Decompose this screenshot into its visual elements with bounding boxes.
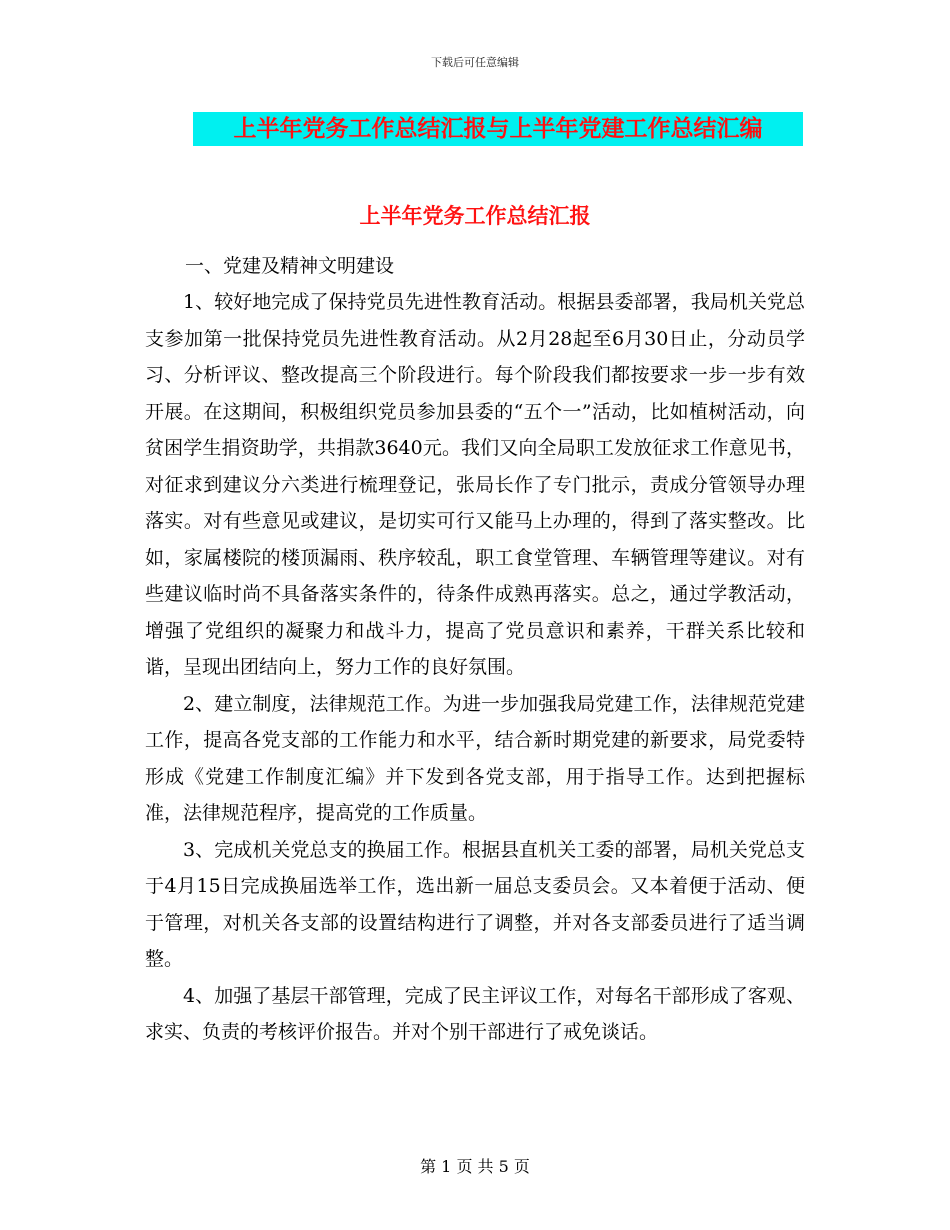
section-heading: 一、党建及精神文明建设 (185, 255, 395, 277)
page-footer: 第 1 页 共 5 页 (420, 1157, 530, 1176)
paragraph-4: 4、加强了基层干部管理，完成了民主评议工作，对每名干部形成了客观、求实、负责的考核评价报告。并对个别干部进行了戒免谈话。 (145, 984, 805, 1043)
document-body (145, 248, 805, 1051)
document-title: 上半年党务工作总结汇报与上半年党建工作总结汇编 (233, 116, 763, 142)
paragraph-2: 2、建立制度，法律规范工作。为进一步加强我局党建工作，法律规范党建工作，提高各党支部的工作能力和水平，结合新时期党建的新要求，局党委特形成《党建工作制度汇编》并下发到各党支部，用于指导工作。达到把握标准，法律规范程序，提高党的工作质量。 (145, 692, 805, 824)
paragraph-1: 1、较好地完成了保持党员先进性教育活动。根据县委部署，我局机关党总支参加第一批保持党员先进性教育活动。从2月28起至6月30日止，分动员学习、分析评议、整改提高三个阶段进行。每个阶段我们都按要求一步一步有效开展。在这期间，积极组织党员参加县委的“五个一”活动，比如植树活动，向贫困学生捐资助学，共捐款3640元。我们又向全局职工发放征求工作意见书，对征求到建议分六类进行梳理登记，张局长作了专门批示，责成分管领导办理落实。对有些意见或建议，是切实可行又能马上办理的，得到了落实整改。比如，家属楼院的楼顶漏雨、秩序较乱，职工食堂管理、车辆管理等建议。对有些建议临时尚不具备落实条件的，待条件成熟再落实。总之，通过学教活动，增强了党组织的凝聚力和战斗力，提高了党员意识和素养，干群关系比较和谐，呈现出团结向上，努力工作的良好氛围。 (145, 291, 805, 678)
paragraph-3: 3、完成机关党总支的换届工作。根据县直机关工委的部署，局机关党总支于4月15日完成换届选举工作，选出新一届总支委员会。又本着便于活动、便于管理，对机关各支部的设置结构进行了调整，并对各支部委员进行了适当调整。 (145, 838, 805, 970)
header-note: 下载后可任意编辑 (431, 56, 519, 69)
section-title: 上半年党务工作总结汇报 (359, 204, 591, 228)
